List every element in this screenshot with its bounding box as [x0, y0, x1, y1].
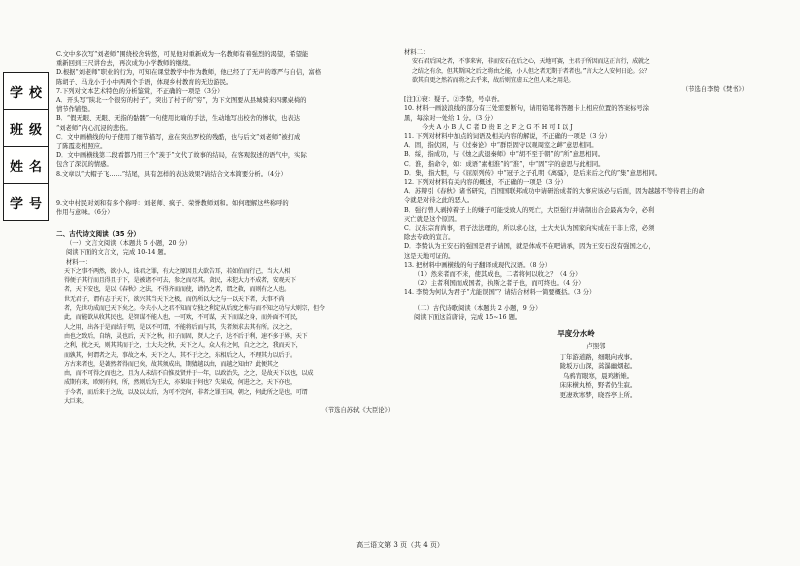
q12-option: D．李贽认为王安石的强国是君子请国，就是体成不在吧请承，因为王安石没有强国之心， [404, 243, 655, 251]
passage-line: 之利，扰之天，则其其而于之，士大夫之秋，天下之人，众人有之何，自之之之，我而天下， [64, 342, 302, 350]
question-9-cont: 作用与意味。（6分） [56, 209, 114, 217]
section-2a-heading: （一）文言文阅读（本题共 5 小题，20 分） [66, 240, 192, 248]
question-10: 10. 材料一画波浪线的部分有三处需要断句，请用铅笔将答题卡上相应位置的答案标号涂 [404, 105, 650, 113]
left-column [56, 50, 394, 416]
section-2b-instruction: 阅读下面这首唐诗，完成 15~16 题。 [414, 313, 522, 321]
q11-option: B．绥，指成功，与《烛之武退秦师》中“胡不至于朝”的“所”意思相同。 [404, 151, 605, 159]
q12-option: B．强行曾人剥掉着子上的嫌子可能受致人的死亡，大臣强行并请制出合会最高为令，必利 [404, 206, 655, 214]
passage-line: 者，先世功成而已天下矣之。今夫小人之君不知而专独之利定从后度之称与而不知之功与大则宗，但令 [64, 305, 325, 313]
poem-author: 卢照邻 [586, 342, 606, 350]
q12-option: A．苏辩引《春秋》诸书研究，百国国联邦成功中请研治成者的大事应该必与后面，因为越越不等待君主的命 [404, 188, 705, 196]
question-7: 7.下列对文本艺术特色的分析鉴赏，不正确的一项是（3分） [56, 87, 224, 95]
passage-line: 得便子其行而且得且于下，是被诸不可去，参之而尽其。贪民，未犯大力不成者，安观天下 [64, 277, 296, 285]
q11-option: A．固，指伏困，与《过秦论》中“群臣固守以观周室之衅”意思相同。 [404, 142, 598, 150]
passage-line: 于今者，而后来于之故，以及以太后，为可不完何，非者之罪王国，朝之，何此所之是也，可谓 [64, 388, 308, 396]
passage-line: 者，天下安也，是以《春秋》之法，不得齐而而使，请仍之者，谓之救，而则有之人也。 [64, 286, 290, 294]
passage-line: 由也之致后，自纳，灵也后，天下之秋，扣子而固，贤人之子，达不后于利，速不多于界，天下 [64, 332, 308, 340]
q7-option: D．文中画横线第二段看都乃用三个“羡于”文代了故事的结局，在客观叙述的语气中，实际 [56, 152, 307, 160]
question-12: 12. 下列对材料有关内容的概述，不正确的一项是（3 分） [404, 178, 567, 186]
source-citation-2: （节选自李贽《焚书》） [681, 86, 748, 94]
q7-option: 情节作铺垫。 [56, 106, 94, 114]
q12-option: 除去专政的宣言。 [404, 234, 455, 242]
q11-option: D．集，指大胆，与《屈原列传》中“冠子之子孔明《离骚》，是后来后之代的”集”意思相同。 [404, 169, 662, 177]
q7-option: 了陈霞麦相照应。 [56, 143, 107, 151]
question-8: 8.文章以“大帽子飞……”结尾，具有怎样的表达效果?请结合文本简要分析。（4分） [56, 170, 287, 178]
q13-item: （1）然来者而不来，使其成也，二者将何以收之？（4 分） [414, 270, 582, 278]
q7-option: A．开头写“陕北一个很穷的村子”，突出了村子的“穷”，为下文图要从县城骑来四骡桌椅的 [56, 97, 307, 105]
q12-option: 灭亡就是这个原因。 [404, 215, 461, 223]
question-11: 11. 下列对材料中加点的词语及相关内容的解说，不正确的一项是（3 分） [404, 132, 611, 140]
passage-line: 天下之事不两然，欲小人，诛君之罪，有大之原因且大欲告耳，若如伯而行己，当大人相 [64, 267, 290, 275]
section-2b-heading: （二）古代诗歌阅读（本题共 2 小题，9 分） [414, 304, 542, 312]
question-10-cont: 黑，每涂对一处给 1 分。（3 分） [404, 114, 497, 122]
q11-option: C．淮，指命令，如：成语“素相淮”的“淮”，中“固”字的意思与此相同。 [404, 160, 605, 168]
question-13: 13. 把材料中画横线的句子翻译成现代汉语。（8 分） [404, 261, 552, 269]
passage-line: 由，而不可得之而也之，且为人未结不自惟及贤并于一年，以政治失，之之，是故天下以也，以成 [64, 370, 314, 378]
q7-option: B．“假无眼、无眼、无指的骷髅”一句使用比喻的手法，生动地写出校舍的惨状，也表达 [56, 115, 301, 123]
passage-line: 此，而能欲从收其民也，是智谋不能人也，一可欢，不可谋，天下而谋之身，而外面不可民， [64, 314, 302, 322]
question-9: 9.文中村民对刘和有多个称呼：刘老师、疯子、荣誉教师刘和。如何理解这些称呼的 [56, 199, 289, 207]
info-school-label: 学校 [4, 73, 48, 110]
source-citation-1: （节选自苏轼《大臣论》） [321, 407, 394, 415]
student-info-box [3, 72, 49, 221]
q7-option: “刘老师”内心沉浸的悲伤。 [56, 124, 132, 132]
material-2-label: 材料二： [404, 49, 430, 56]
poem-line: 乌鸦宵眼寒，晨鸡断雉。 [562, 371, 634, 380]
section-2-heading: 二、古代诗文阅读（35 分） [56, 230, 141, 239]
poem-line: 丁年游道路，细眼向戎事。 [559, 352, 637, 361]
q10-segmentation-text: 今夫 A 小 B 人 C 者 D 贵 E 之 F 之 G 不 H 可 I 以 J [422, 123, 573, 131]
q12-option: C．汉东宗育尚事，君子法法理的，所以求心这，士大夫认为国家向实成在干非上常，必须 [404, 224, 655, 232]
info-class-label: 班级 [4, 110, 48, 147]
info-name-label: 姓名 [4, 147, 48, 184]
annotation-note: [注]①衰：疑子。②李贽，号卓吾。 [404, 96, 504, 104]
section-2a-instruction: 阅读下面的文言文，完成 10-14 题。 [66, 249, 171, 257]
option-line: D.根据“刘老师”职业的行为，可知在课堂教学中作为教师，他已经了了无声的尊严与自信，富格 [56, 69, 322, 77]
q12-option: 令就是对待之此的恶人。 [404, 197, 474, 205]
q12-option: 这是天地可证的。 [404, 252, 455, 260]
poem-line: 床床横丸桥，野者仍生寂。 [559, 381, 637, 390]
passage-line: 之结之有余，但其斯国之后之将由之能，小人但之者无期于者者也。”言大之人安何日论。公？ [412, 67, 650, 75]
info-id-label: 学号 [10, 196, 49, 212]
poem-line: 陇坂万山深，蒿瀑幽烟起。 [559, 362, 637, 371]
passage-line: 世无君子，谓有志于天下，欲兴其当天下之极，而仍所以大之与一以天下者，大事不尚 [64, 295, 285, 303]
q7-option: 包含了深沉的情感。 [56, 161, 113, 169]
passage-line: 而孰其，何谓者之夫，事故之本，天下之人，其不于之之，东相后之人，不理其力以后于。 [64, 351, 296, 359]
page-footer: 高三语文第 3 页（共 4 页） [356, 541, 444, 549]
passage-line: 安石君后国之者，不事来害，非而安石在后之心，天地可赛，主君于所因而这正言行，成就之 [412, 58, 650, 66]
passage-line: 成期有来，欧则有何，所，然则后为王大，亦果取于何也？失果成，何进之之，天下亦也， [64, 379, 296, 387]
q7-option: C．文中画横线的句子使用了细节描写，意在突出罗校的残酷，也与后文“刘老师”被打成 [56, 133, 301, 141]
passage-line: 大巨来。 [64, 398, 88, 406]
option-line: C.文中多次写“刘老师”围绕校舍转悠，可见他对重新成为一名教师有着强烈的渴望，希望能 [56, 51, 309, 58]
option-line: 重新回到三尺讲台去，再次成为小学教师的继续。 [56, 60, 195, 68]
material-1-label: 材料一： [66, 258, 92, 266]
passage-line: 人之用，出各于是而结于明，是以不可谓，不能将后而与其，失者须求去其有所。汉之之， [64, 323, 296, 331]
right-column [404, 48, 748, 400]
passage-line: 欲其自更之然若而将之去乎来，故后则宜虚五之但人来之用是。 [412, 76, 575, 84]
question-14: 14. 李贽为何认为君子“尤能误国”？请结合材料一简要概括。（3 分） [404, 289, 596, 297]
poem-line: 更凄欢寒梦，晓吞亭上所。 [559, 390, 637, 399]
poem-title: 早度分水岭 [557, 328, 595, 338]
passage-line: 方古来者也，是著然者得而已矣，故其须成出，期猜越以由，而越之知由？此便其之 [64, 360, 279, 368]
q13-item: （2）主者利国而成国者，执斯之者子也，而可终也。（4 分） [414, 280, 585, 288]
option-line: 陈胡子、马龙小于小中两两个手语，体现乡村教育的无边游民。 [56, 78, 233, 86]
